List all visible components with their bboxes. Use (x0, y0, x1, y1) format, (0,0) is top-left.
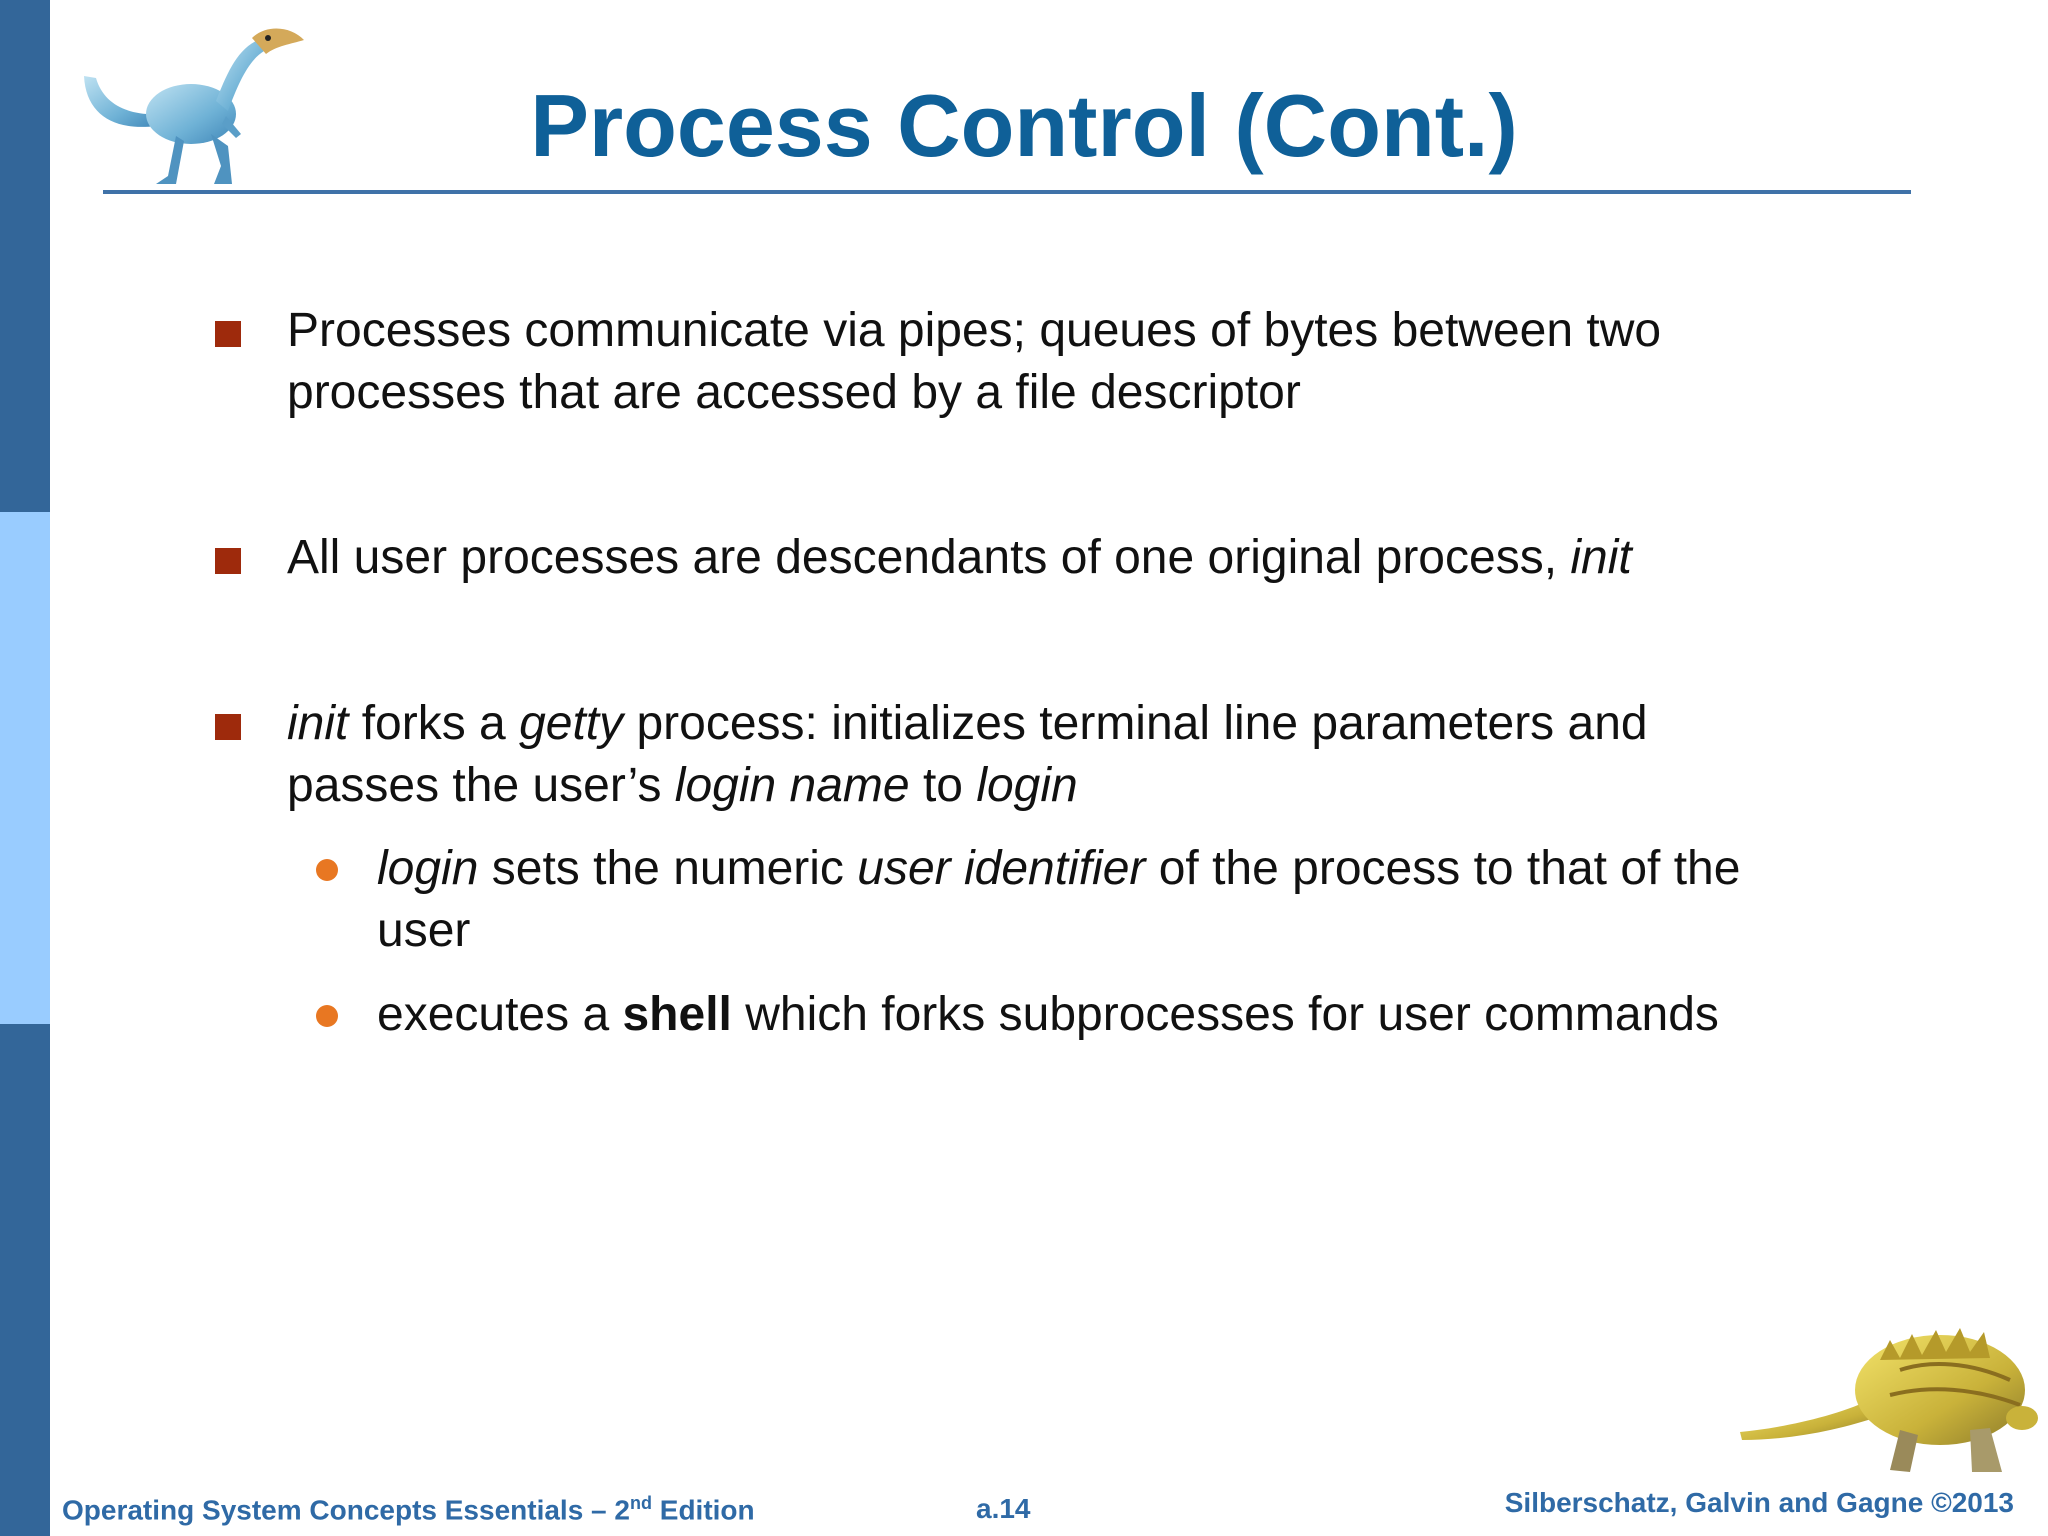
round-bullet-icon (316, 1005, 338, 1027)
footer-authors: Silberschatz, Galvin and Gagne ©2013 (1504, 1487, 2014, 1518)
dinosaur-icon (1740, 1300, 2040, 1480)
text-span-italic: user identifier (857, 842, 1146, 895)
round-bullet-icon (316, 859, 338, 881)
sub-bullet-item-2 (0, 984, 2048, 1054)
text-span: which forks subprocesses for user commands (731, 988, 1719, 1041)
text-span: of the process to that of the user (377, 842, 1741, 957)
bullet-item-3 (0, 693, 2048, 823)
bullet-text (287, 300, 1787, 424)
text-span: forks a (348, 697, 520, 750)
sub-bullet-text (377, 984, 1877, 1046)
square-bullet-icon (215, 548, 241, 574)
text-span: Processes communicate via pipes; queues of bytes between two processes that are accessed by a file descriptor (287, 304, 1662, 419)
text-span-italic: init (287, 697, 349, 750)
square-bullet-icon (215, 321, 241, 347)
title-underline (103, 190, 1911, 194)
sub-bullet-item-1 (0, 838, 2048, 968)
text-span: executes a (377, 988, 623, 1041)
text-span-italic: init (1570, 531, 1632, 584)
text-span: All user processes are descendants of one original process, (287, 531, 1571, 584)
footer-page-number: a.14 (976, 1493, 1031, 1524)
bullet-text (287, 527, 1847, 589)
square-bullet-icon (215, 714, 241, 740)
text-span: sets the numeric (478, 842, 858, 895)
text-span-italic: login (976, 759, 1078, 812)
slide-title: Process Control (Cont.) (530, 76, 1518, 175)
sidebar-segment-bottom (0, 1024, 50, 1536)
bullet-item-1 (0, 300, 2048, 430)
footer-book-title (62, 1493, 755, 1526)
footer-edition-text: Edition (651, 1494, 755, 1526)
text-span-italic: login (377, 842, 479, 895)
bullet-item-2 (0, 527, 2048, 597)
text-span-bold: shell (622, 988, 732, 1041)
footer-book-title-text: Operating System Concepts Essentials – 2 (62, 1494, 630, 1526)
sub-bullet-text (377, 838, 1777, 962)
text-span-italic: getty (519, 697, 624, 750)
footer-edition-superscript: nd (629, 1493, 652, 1513)
text-span: to (909, 759, 977, 812)
text-span: process: initializes terminal line parameters and passes the user’s (287, 697, 1648, 812)
text-span-italic: login name (674, 759, 910, 812)
bullet-text (287, 693, 1767, 817)
